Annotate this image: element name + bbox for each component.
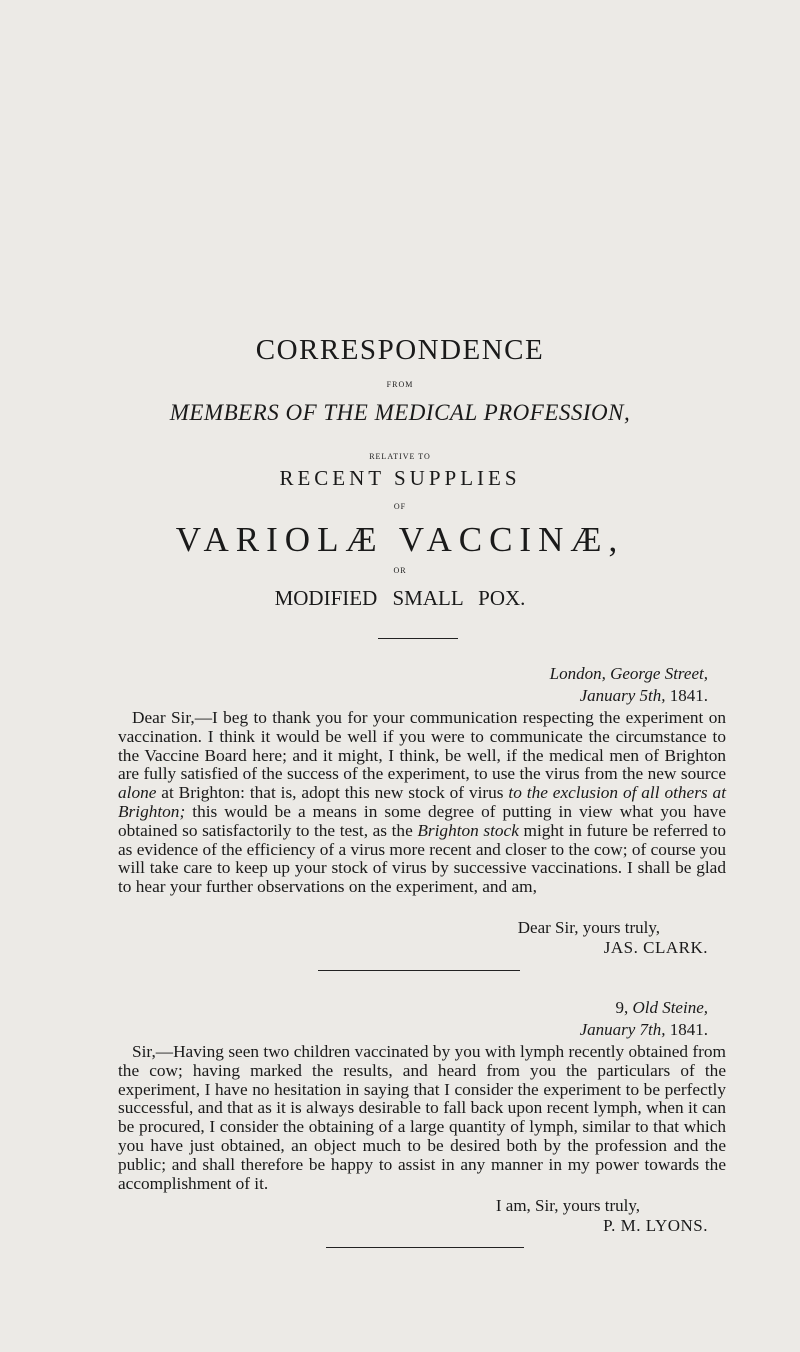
divider-short xyxy=(378,638,458,639)
divider-1 xyxy=(318,970,520,971)
heading-members: MEMBERS OF THE MEDICAL PROFESSION, xyxy=(169,400,631,425)
letter2-place: 9, Old Steine, xyxy=(615,998,708,1017)
letter2-signature: P. M. LYONS. xyxy=(603,1216,708,1235)
letter1-signature: JAS. CLARK. xyxy=(603,938,708,957)
heading-relative-to: RELATIVE TO xyxy=(369,452,431,461)
heading-or: OR xyxy=(393,566,407,575)
heading-of: OF xyxy=(393,502,407,511)
heading-variolae: VARIOLÆ VACCINÆ, xyxy=(175,520,625,559)
letter1-date: January 5th, 1841. xyxy=(579,686,708,705)
heading-recent-supplies: RECENT SUPPLIES xyxy=(279,466,521,490)
letter2-closing: I am, Sir, yours truly, xyxy=(495,1196,640,1215)
letter1-closing: Dear Sir, yours truly, xyxy=(517,918,660,937)
heading-modified: MODIFIED SMALL POX. xyxy=(274,586,526,610)
divider-2 xyxy=(326,1247,524,1248)
page-title: CORRESPONDENCE xyxy=(255,334,545,366)
letter1-place: London, George Street, xyxy=(549,664,708,683)
letter1-body: Dear Sir,—I beg to thank you for your communication respecting the experiment on vaccination. I think it would be well if you were to communicate the circumstance to the Vaccine Board here; and it might, I think, be well, if the medical men of Brighton are fully satisfied of the success of the experiment, to use the virus from the new source alone at Brighton: that is, adopt this new stock of virus to the exclusion of all others at Brighton; this would be a means in some degree of putting in view what you have obtained so satisfactorily to the test, as the Brighton stock might in future be referred to as evidence of the efficiency of a virus more recent and closer to the cow; of course you will take care to keep up your stock of virus by successive vaccinations. I shall be glad to hear your further observations on the experiment, and am, xyxy=(118,708,726,897)
letter2-body: Sir,—Having seen two children vaccinated by you with lymph recently obtained from the cow; having marked the results, and heard from you the particulars of the experiment, I have no hesitation in saying that I consider the experiment to be perfectly successful, and that as it is always desirable to fall back upon recent lymph, when it can be procured, I consider the obtaining of a large quantity of lymph, similar to that which you have just obtained, an object much to be desired both by the profession and the public; and shall therefore be happy to assist in any manner in my power towards the accomplishment of it. xyxy=(118,1042,726,1193)
letter2-date: January 7th, 1841. xyxy=(579,1020,708,1039)
heading-from: FROM xyxy=(386,380,414,389)
